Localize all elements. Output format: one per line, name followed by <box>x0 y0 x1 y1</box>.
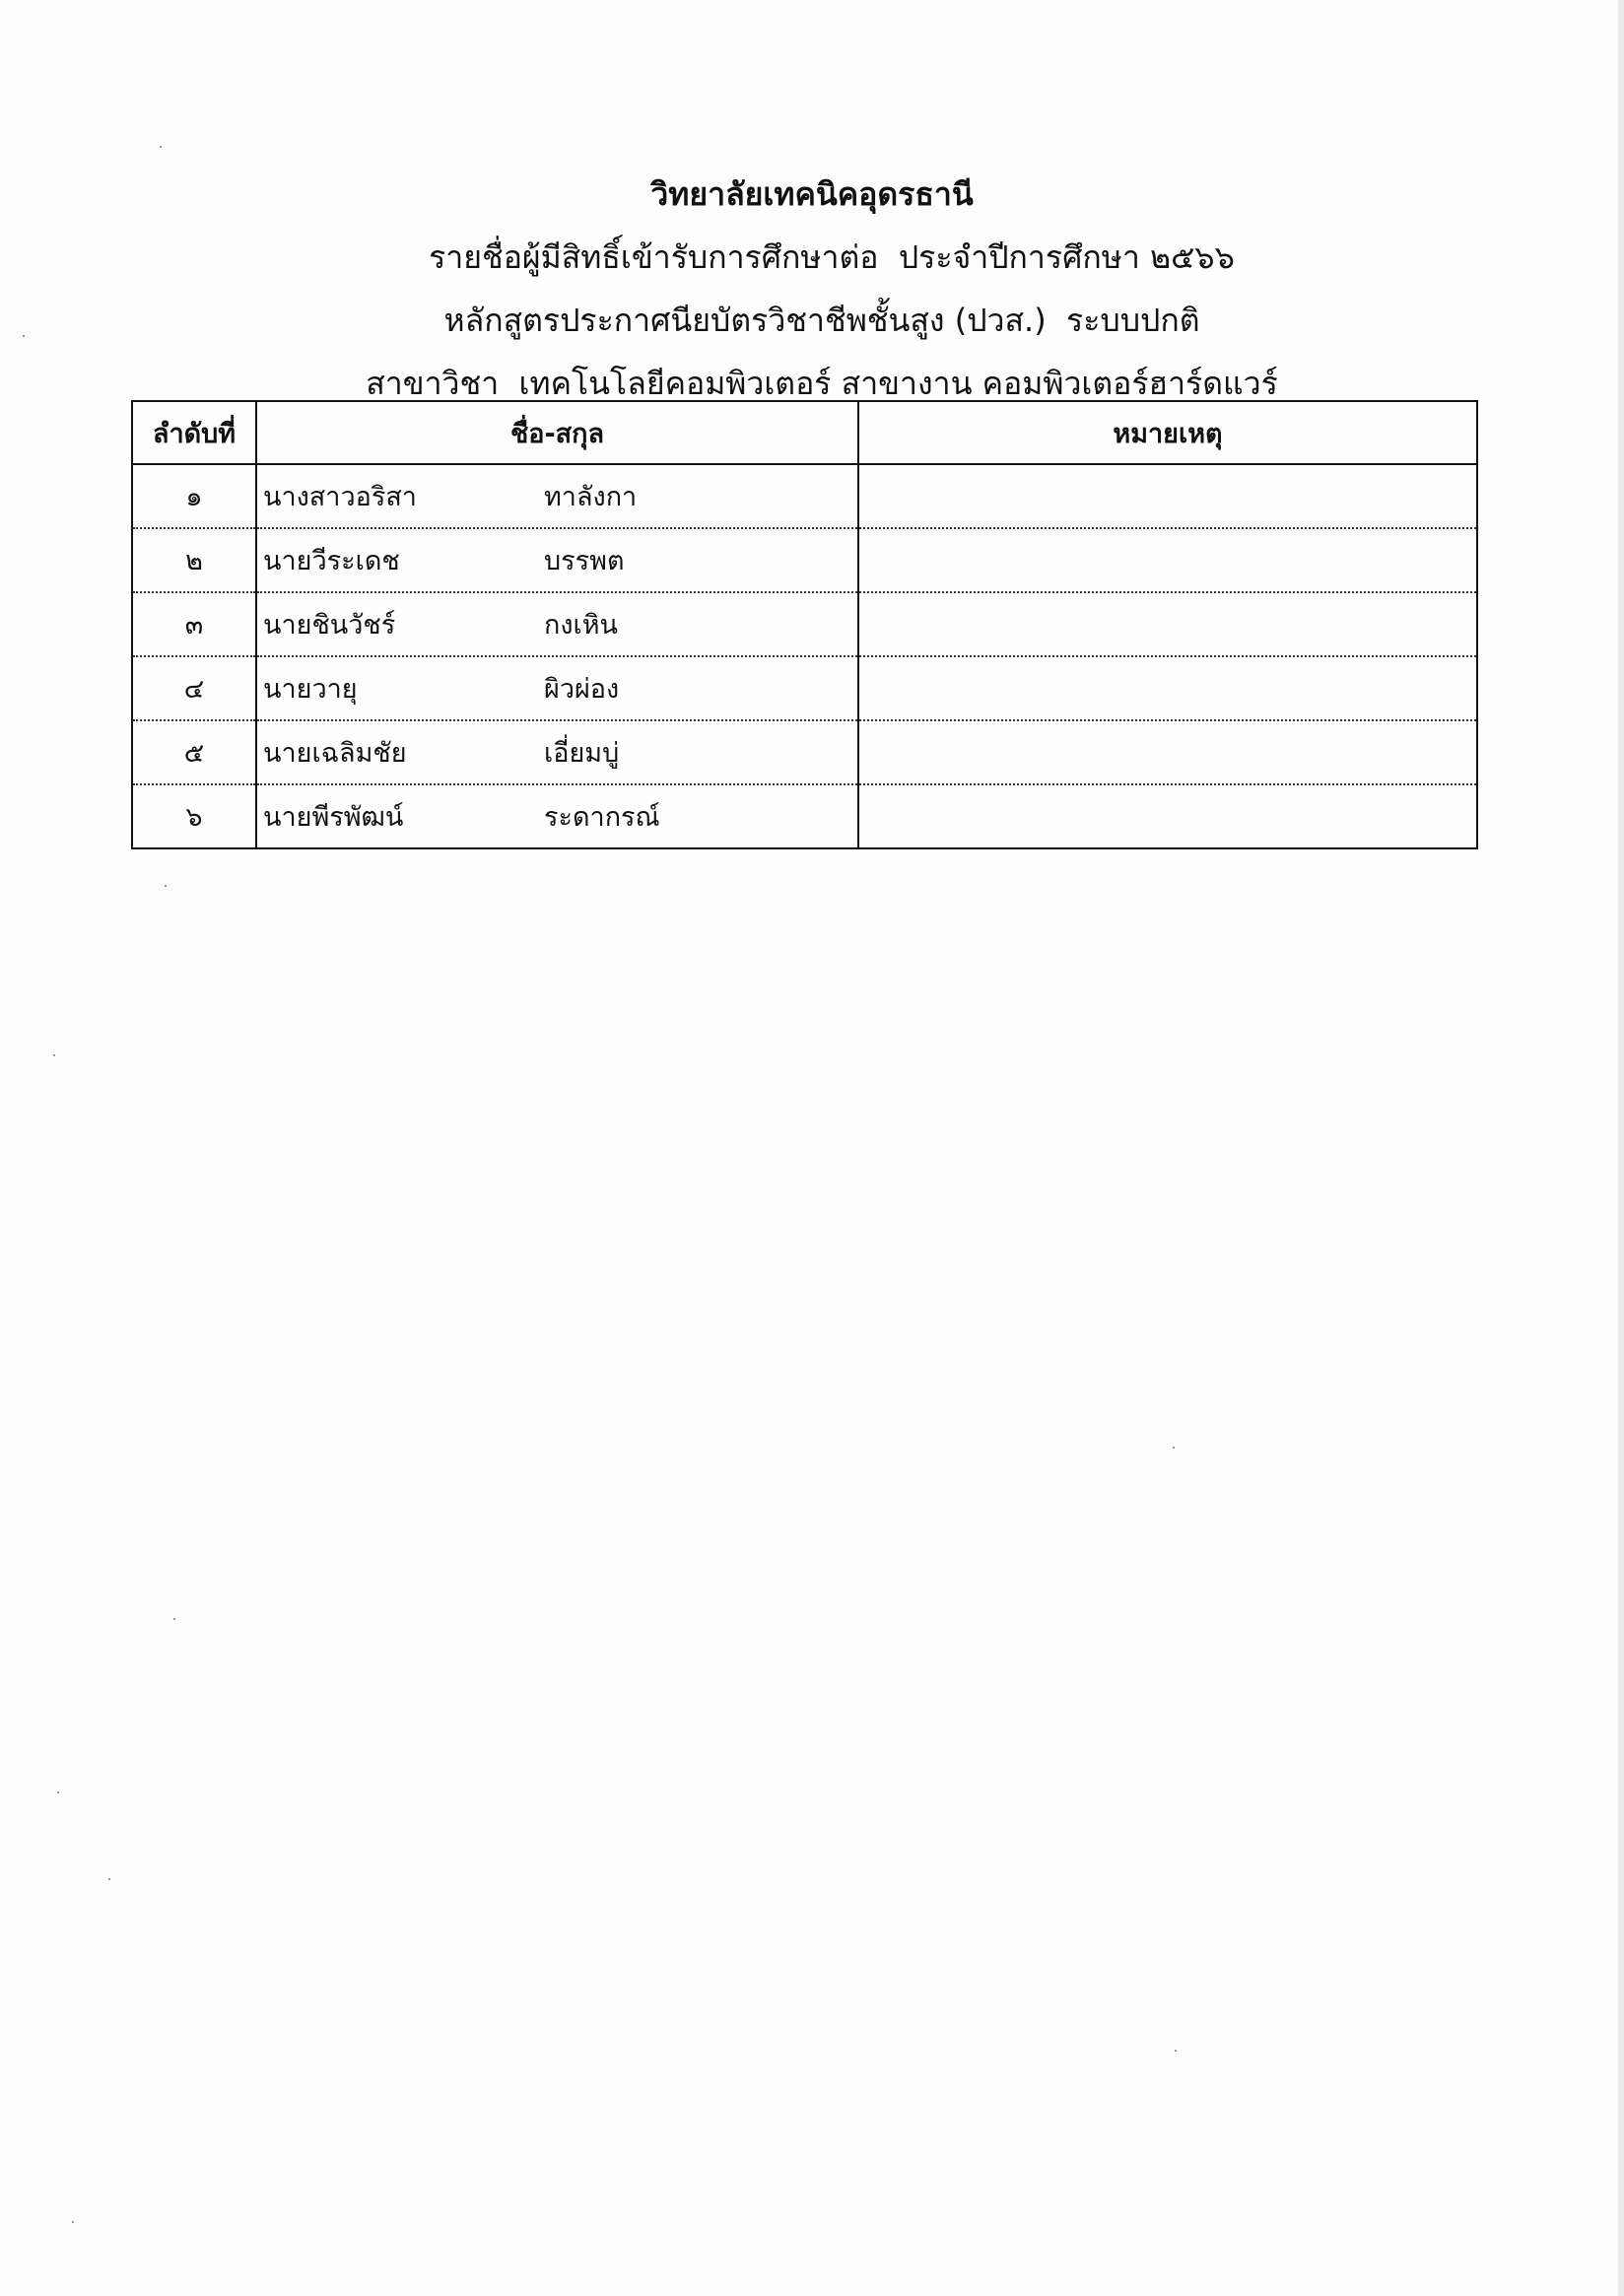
row-note <box>858 592 1477 656</box>
scan-speck <box>1175 2050 1177 2052</box>
row-name <box>256 464 858 528</box>
scan-speck <box>1173 1447 1175 1449</box>
table-row <box>132 592 1477 656</box>
row-name <box>256 592 858 656</box>
last-name: บรรพต <box>544 546 625 576</box>
last-name: เอี่ยมบู่ <box>544 738 620 769</box>
first-name: นางสาวอริสา <box>263 482 417 512</box>
scan-speck <box>173 1618 175 1620</box>
first-name: นายวีระเดช <box>263 546 400 576</box>
student-list-table <box>131 400 1478 849</box>
last-name: ทาลังกา <box>544 482 638 512</box>
document-header <box>0 163 1624 415</box>
row-name <box>256 784 858 848</box>
table-header-row <box>132 401 1477 464</box>
row-number: ๖ <box>132 784 256 848</box>
first-name: นายชินวัชร์ <box>263 610 396 641</box>
row-number: ๕ <box>132 720 256 784</box>
first-name: นายวายุ <box>263 674 358 705</box>
column-header-note: หมายเหตุ <box>858 401 1477 464</box>
row-number: ๔ <box>132 656 256 720</box>
college-title: วิทยาลัยเทคนิคอุดรธานี <box>650 175 974 213</box>
scan-speck <box>160 146 162 148</box>
column-header-number: ลำดับที่ <box>132 401 256 464</box>
row-note <box>858 528 1477 592</box>
scan-speck <box>57 1791 59 1793</box>
header-line-1: รายชื่อผู้มีสิทธิ์เข้ารับการศึกษาต่อ ประจำปีการศึกษา ๒๕๖๖ <box>429 238 1235 276</box>
row-note <box>858 720 1477 784</box>
column-header-name: ชื่อ-สกุล <box>256 401 858 464</box>
table-row <box>132 720 1477 784</box>
header-line-2: หลักสูตรประกาศนียบัตรวิชาชีพชั้นสูง (ปวส.) ระบบปกติ <box>443 302 1200 339</box>
header-line-3: สาขาวิชา เทคโนโลยีคอมพิวเตอร์ สาขางาน คอมพิวเตอร์ฮาร์ดแวร์ <box>366 365 1278 402</box>
row-note <box>858 784 1477 848</box>
row-name <box>256 656 858 720</box>
scan-speck <box>165 885 167 887</box>
last-name: ผิวผ่อง <box>544 674 620 705</box>
row-note <box>858 464 1477 528</box>
table-row <box>132 784 1477 848</box>
first-name: นายพีรพัฒน์ <box>263 802 404 833</box>
first-name: นายเฉลิมชัย <box>263 738 407 769</box>
scan-speck <box>108 1878 110 1880</box>
row-number: ๓ <box>132 592 256 656</box>
row-name <box>256 528 858 592</box>
row-note <box>858 656 1477 720</box>
scan-speck <box>72 2221 74 2223</box>
row-number: ๒ <box>132 528 256 592</box>
row-name <box>256 720 858 784</box>
scan-speck <box>53 1054 55 1056</box>
last-name: กงเหิน <box>544 610 619 641</box>
table-row <box>132 656 1477 720</box>
row-number: ๑ <box>132 464 256 528</box>
table-row <box>132 528 1477 592</box>
table-row <box>132 464 1477 528</box>
last-name: ระดากรณ์ <box>544 802 660 833</box>
scan-speck <box>23 335 25 337</box>
